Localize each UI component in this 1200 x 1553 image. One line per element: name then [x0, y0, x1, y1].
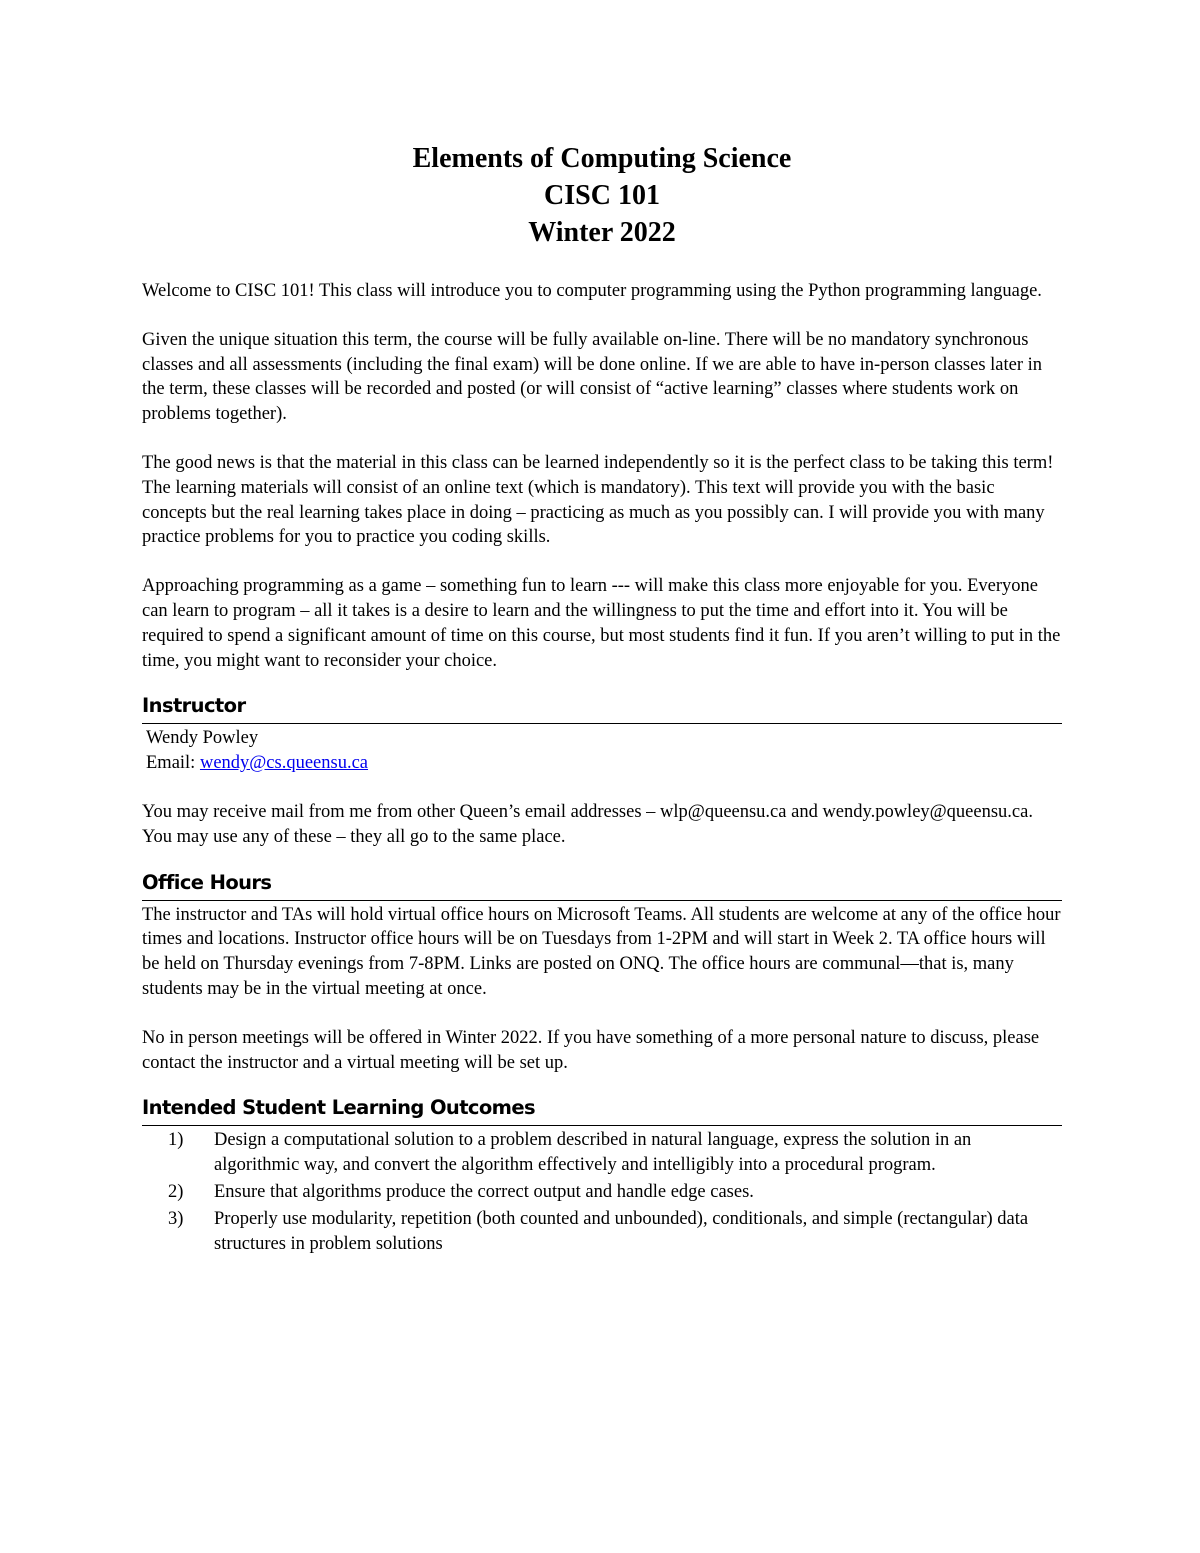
list-item-text: Design a computational solution to a problem described in natural language, express the solution in an algorithmic way, and convert the algorithm effectively and intelligibly into a procedural program.: [214, 1130, 972, 1176]
intro-paragraph-approach: Approaching programming as a game – something fun to learn --- will make this class more enjoyable for you. Everyone can learn to program – all it takes is a desire to learn and the willingness to put the time and effort into it. You will be required to spend a significant amount of time on this course, but most students find it fun. If you aren’t willing to put in the time, you might want to reconsider your choice.: [142, 576, 1061, 671]
intro-paragraph-good-news: The good news is that the material in this class can be learned independently so it is the perfect class to be taking this term! The learning materials will consist of an online text (which is mandatory). This text will provide you with the basic concepts but the real learning takes place in doing – practicing as much as you possibly can. I will provide you with many practice problems for you to practice you coding skills.: [142, 452, 1054, 548]
list-item: [142, 1180, 1062, 1205]
office-hours-paragraph-in-person: No in person meetings will be offered in Winter 2022. If you have something of a more personal nature to discuss, please contact the instructor and a virtual meeting will be set up.: [142, 1027, 1040, 1073]
course-code: CISC 101: [544, 180, 660, 211]
learning-outcomes-heading: Intended Student Learning Outcomes: [142, 1095, 1062, 1126]
instructor-details: [142, 726, 1062, 776]
list-item: [142, 1128, 1062, 1178]
intro-paragraph-welcome: Welcome to CISC 101! This class will introduce you to computer programming using the Python programming language.: [142, 281, 1042, 301]
instructor-heading: Instructor: [142, 693, 1062, 724]
list-item: [142, 1207, 1062, 1257]
course-term: Winter 2022: [528, 217, 676, 248]
list-item-text: Properly use modularity, repetition (both counted and unbounded), conditionals, and simple (rectangular) data structures in problem solutions: [214, 1208, 1029, 1254]
document-page: [142, 140, 1062, 1258]
document-title: [142, 140, 1062, 251]
office-hours-heading: Office Hours: [142, 870, 1062, 901]
list-item-number: 3): [168, 1208, 184, 1229]
list-item-number: 2): [168, 1181, 184, 1202]
course-title: Elements of Computing Science: [412, 143, 792, 174]
learning-outcomes-section: [142, 1095, 1062, 1256]
email-label: Email:: [146, 753, 200, 774]
instructor-section: [142, 693, 1062, 849]
list-item-text: Ensure that algorithms produce the correct output and handle edge cases.: [214, 1181, 754, 1202]
list-item-number: 1): [168, 1130, 184, 1151]
intro-paragraph-online: Given the unique situation this term, the course will be fully available on-line. There will be no mandatory synchronous classes and all assessments (including the final exam) will be done online. If we are able to have in-person classes later in the term, these classes will be recorded and posted (or will consist of “active learning” classes where students work on problems together).: [142, 329, 1043, 425]
office-hours-paragraph-teams: The instructor and TAs will hold virtual office hours on Microsoft Teams. All students are welcome at any of the office hour times and locations. Instructor office hours will be on Tuesdays from 1-2PM and will start in Week 2. TA office hours will be held on Thursday evenings from 7-8PM. Links are posted on ONQ. The office hours are communal—that is, many students may be in the virtual meeting at once.: [142, 904, 1061, 999]
instructor-email-link[interactable]: wendy@cs.queensu.ca: [199, 753, 369, 774]
instructor-email-line: [146, 751, 1062, 776]
instructor-email-note: You may receive mail from me from other Queen’s email addresses – wlp@queensu.ca and wendy.powley@queensu.ca. You may use any of these – they all go to the same place.: [142, 801, 1033, 847]
instructor-name: Wendy Powley: [146, 728, 259, 749]
learning-outcomes-list: [142, 1128, 1062, 1256]
office-hours-section: [142, 870, 1062, 1076]
